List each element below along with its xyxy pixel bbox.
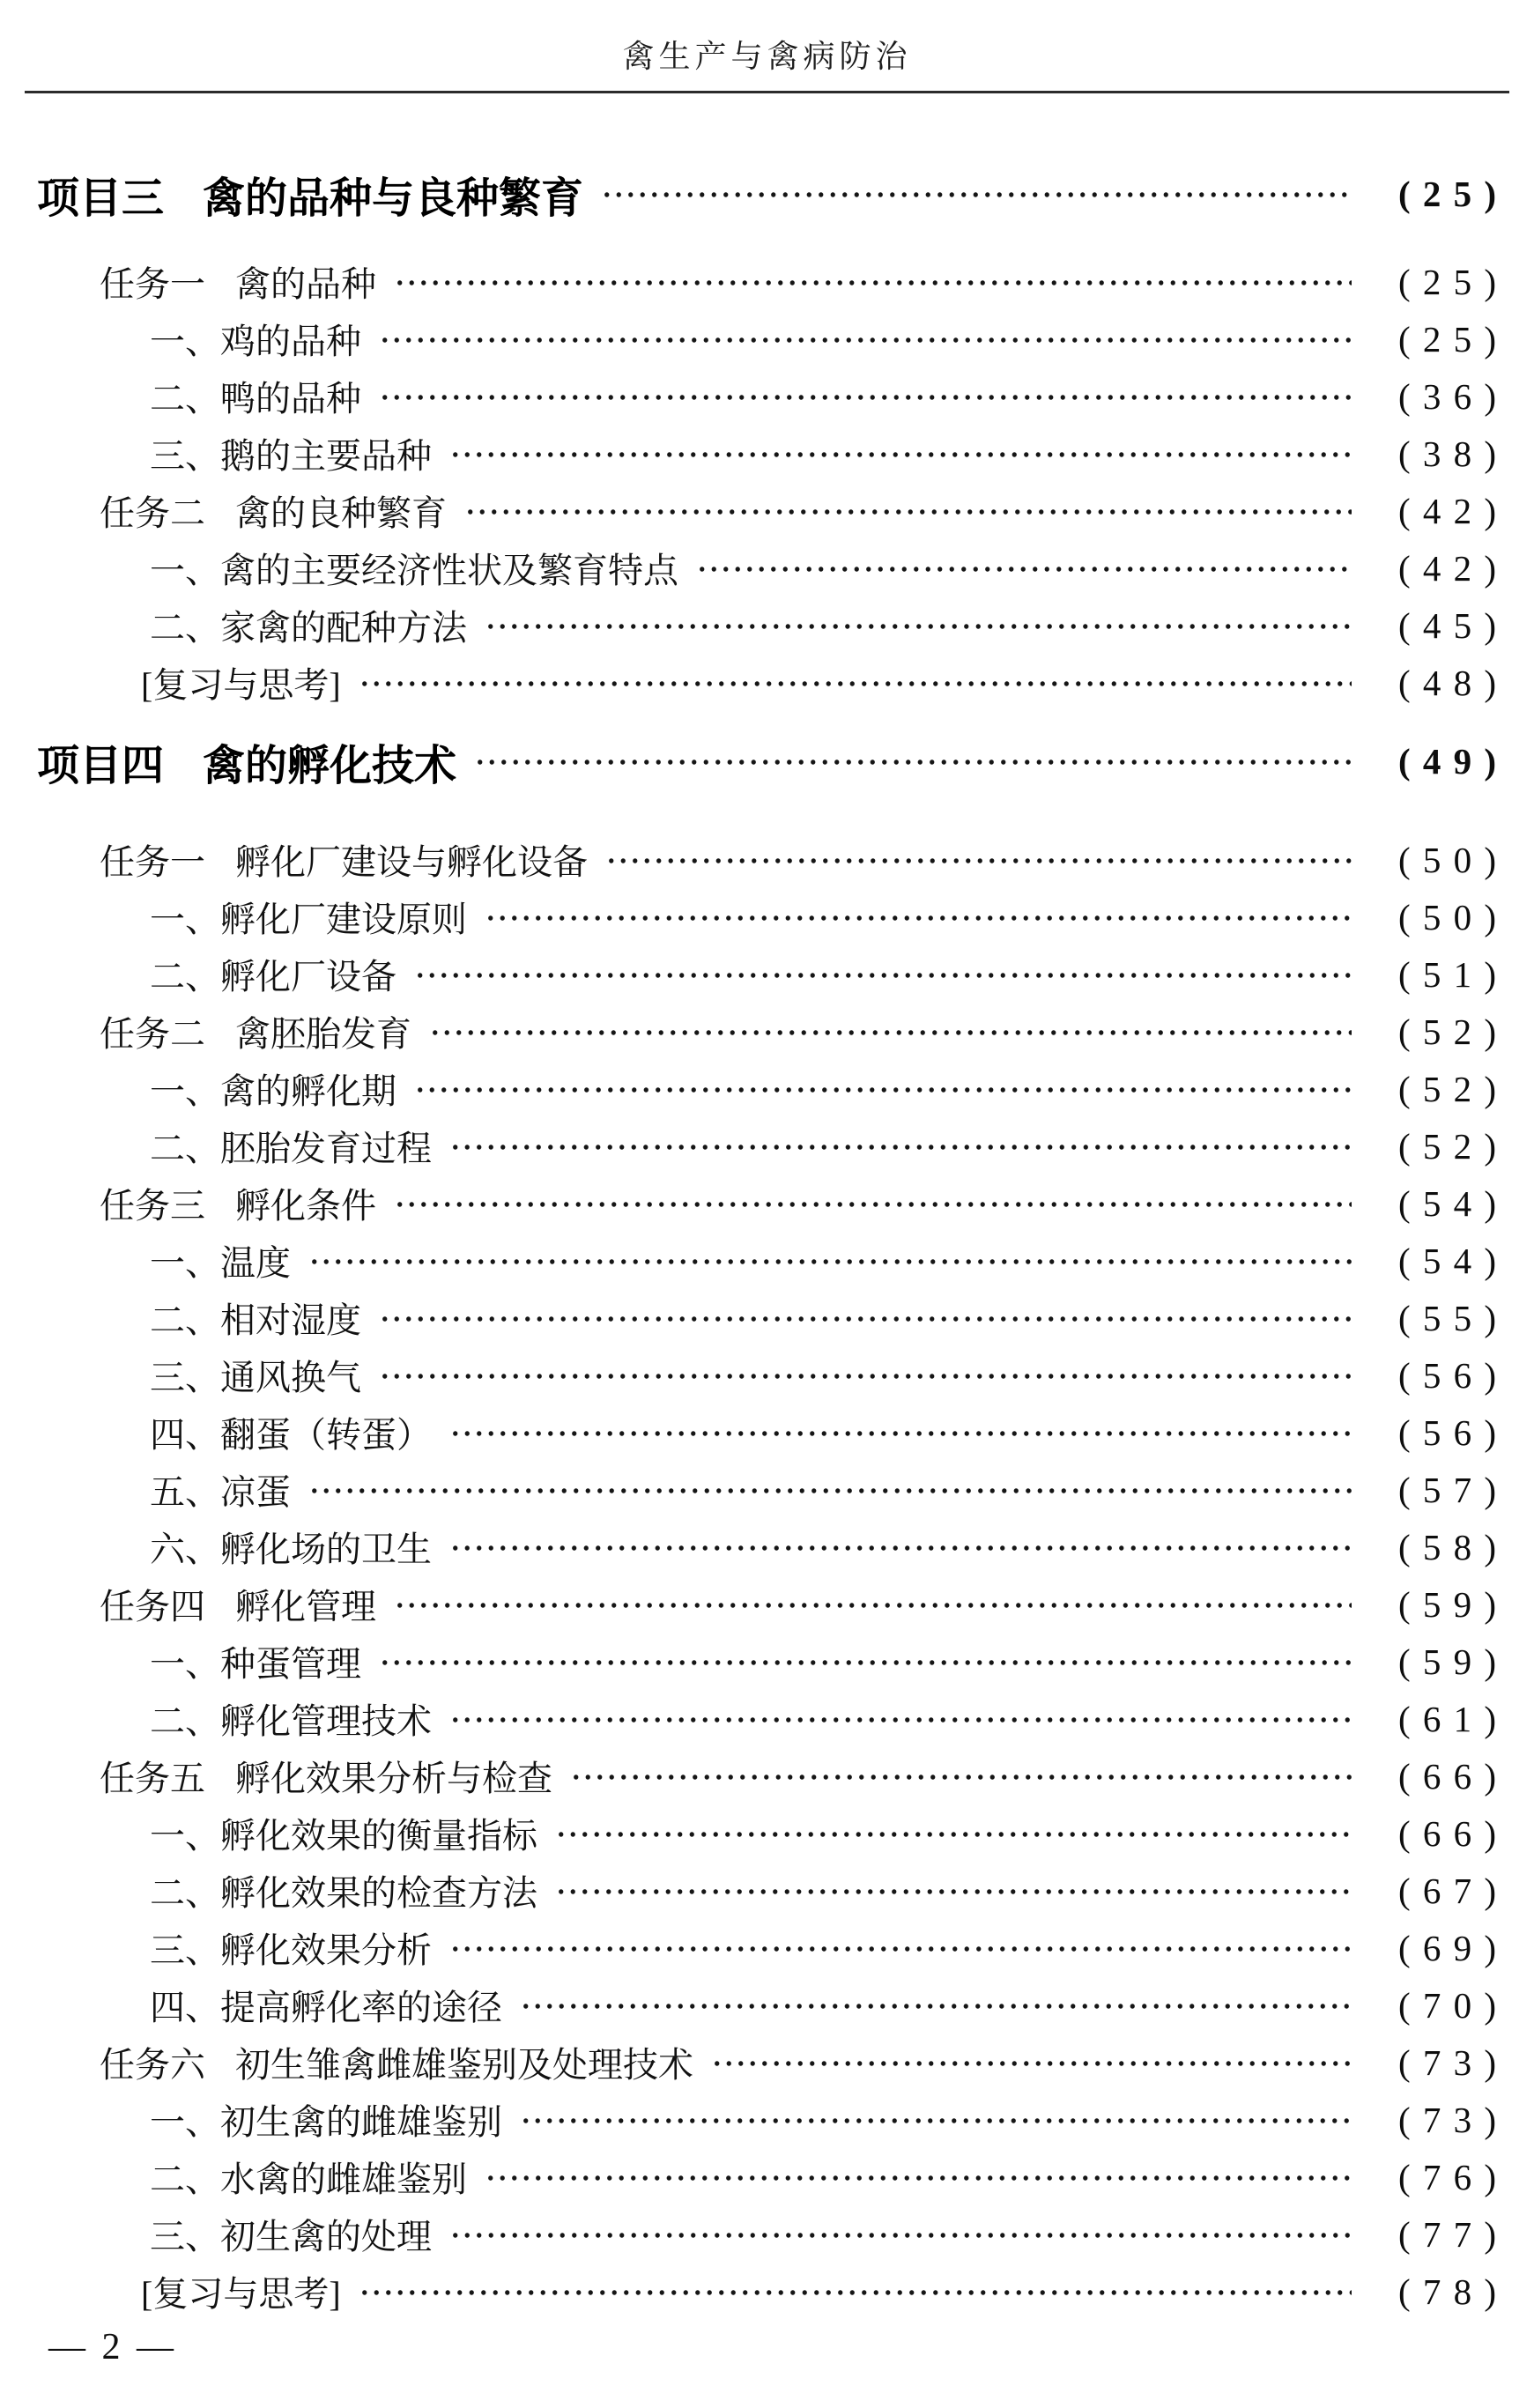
- toc-entry-title: 二、相对湿度: [150, 1300, 361, 1340]
- toc-page-number: ( 7 3 ): [1397, 2099, 1498, 2140]
- toc-entry-number: 任务二: [100, 1014, 205, 1054]
- toc-entry-title: 一、禽的孵化期: [150, 1071, 396, 1111]
- dot-leader: [392, 1174, 1352, 1232]
- toc-entry-task: [37, 253, 1498, 310]
- toc-entry-title: 六、孵化场的卫生: [150, 1530, 432, 1569]
- toc-entry-sub: [37, 1060, 1498, 1117]
- dot-leader: [483, 596, 1352, 654]
- toc-entry-title: 一、禽的主要经济性状及繁育特点: [150, 551, 678, 590]
- toc-entry-title: 一、初生禽的雌雄鉴别: [150, 2102, 502, 2142]
- toc-entry-title: 一、孵化厂建设原则: [150, 900, 467, 939]
- dot-leader: [553, 1804, 1352, 1862]
- toc-entry-title: 二、孵化管理技术: [150, 1701, 432, 1741]
- dot-leader: [357, 654, 1352, 711]
- dot-leader: [483, 888, 1352, 945]
- toc-entry-title: 四、翻蛋（转蛋）: [150, 1415, 432, 1455]
- toc-page-number: ( 7 6 ): [1397, 2156, 1498, 2197]
- dot-leader: [694, 539, 1352, 596]
- toc-page-number: ( 7 0 ): [1397, 1984, 1498, 2026]
- toc-entry-sub: [37, 1804, 1498, 1862]
- toc-entry-task: [37, 1003, 1498, 1060]
- toc-page-number: ( 7 8 ): [1397, 2271, 1498, 2312]
- dot-leader: [307, 1461, 1352, 1518]
- toc-entry-task: [37, 2034, 1498, 2091]
- toc-entry-number: 任务三: [100, 1186, 205, 1226]
- toc-entry-title: 三、鹅的主要品种: [150, 436, 432, 476]
- toc-entry-title: 五、凉蛋: [150, 1472, 291, 1512]
- toc-entry-title: 一、孵化效果的衡量指标: [150, 1816, 537, 1856]
- toc-entry-title: 二、孵化厂设备: [150, 957, 396, 997]
- toc-entry-sub: [37, 1289, 1498, 1346]
- toc-entry-title: 二、家禽的配种方法: [150, 608, 467, 648]
- dot-leader: [568, 1747, 1352, 1804]
- folio-page-number: — 2 —: [48, 2327, 177, 2367]
- toc-entry-title: 禽的品种: [235, 264, 376, 304]
- toc-entry-title: 二、水禽的雌雄鉴别: [150, 2160, 467, 2199]
- toc-entry-bracket: [37, 2263, 1498, 2320]
- toc-entry-task: [37, 1575, 1498, 1633]
- dot-leader: [553, 1862, 1352, 1919]
- toc-page-number: ( 5 7 ): [1397, 1469, 1498, 1510]
- toc-entry-sub: [37, 1976, 1498, 2034]
- toc-section-heading: [37, 729, 1498, 794]
- toc-page-number: ( 2 5 ): [1397, 174, 1498, 214]
- toc-entry-task: [37, 1747, 1498, 1804]
- dot-leader: [518, 1976, 1352, 2034]
- toc-page-number: ( 7 3 ): [1397, 2041, 1498, 2083]
- dot-leader: [483, 2148, 1352, 2205]
- toc-page-number: ( 4 9 ): [1397, 741, 1498, 782]
- toc-entry-sub: [37, 1919, 1498, 1976]
- toc-entry-sub: [37, 2091, 1498, 2148]
- dot-leader: [377, 310, 1352, 367]
- toc-page-number: ( 6 6 ): [1397, 1755, 1498, 1797]
- toc-entry-sub: [37, 1117, 1498, 1174]
- toc-entry-sub: [37, 1346, 1498, 1404]
- toc-page-number: ( 5 2 ): [1397, 1068, 1498, 1109]
- toc-entry-sub: [37, 596, 1498, 654]
- toc-entry-sub: [37, 888, 1498, 945]
- toc-page-number: ( 6 1 ): [1397, 1698, 1498, 1739]
- dot-leader: [448, 1117, 1352, 1174]
- dot-leader: [377, 1633, 1352, 1690]
- dot-leader: [392, 253, 1352, 310]
- toc-entry-sub: [37, 1232, 1498, 1289]
- toc-entry-number: 任务一: [100, 264, 205, 304]
- dot-leader: [448, 425, 1352, 482]
- dot-leader: [448, 1518, 1352, 1575]
- toc-page-number: ( 5 4 ): [1397, 1182, 1498, 1224]
- toc-entry-sub: [37, 1862, 1498, 1919]
- dot-leader: [472, 729, 1352, 794]
- toc-page-number: ( 5 6 ): [1397, 1354, 1498, 1396]
- toc-page-number: ( 5 5 ): [1397, 1297, 1498, 1338]
- toc-page-number: ( 2 5 ): [1397, 318, 1498, 359]
- dot-leader: [604, 831, 1352, 888]
- toc-entry-sub: [37, 539, 1498, 596]
- dot-leader: [392, 1575, 1352, 1633]
- toc-page-number: ( 6 7 ): [1397, 1870, 1498, 1911]
- toc-entry-title: 二、鸭的品种: [150, 379, 361, 419]
- toc-page-number: ( 6 6 ): [1397, 1812, 1498, 1854]
- toc-entry-title: 禽的孵化技术: [203, 742, 457, 789]
- dot-leader: [377, 367, 1352, 425]
- toc-entry-sub: [37, 367, 1498, 425]
- toc-entry-bracket: [37, 654, 1498, 711]
- toc-page-number: ( 7 7 ): [1397, 2213, 1498, 2255]
- toc-entry-sub: [37, 1690, 1498, 1747]
- toc-entry-task: [37, 482, 1498, 539]
- toc-page-number: ( 3 8 ): [1397, 433, 1498, 474]
- toc-page-number: ( 5 9 ): [1397, 1583, 1498, 1625]
- toc-entry-sub: [37, 1461, 1498, 1518]
- toc-page-number: ( 5 8 ): [1397, 1526, 1498, 1567]
- dot-leader: [448, 1919, 1352, 1976]
- toc-entry-sub: [37, 310, 1498, 367]
- toc-entry-task: [37, 1174, 1498, 1232]
- toc-entry-title: 四、提高孵化率的途径: [150, 1988, 502, 2027]
- toc-entry-sub: [37, 945, 1498, 1003]
- toc-entry-sub: [37, 1404, 1498, 1461]
- toc-page-number: ( 4 8 ): [1397, 662, 1498, 703]
- toc-entry-title: 二、孵化效果的检查方法: [150, 1873, 537, 1913]
- toc-page-number: ( 5 9 ): [1397, 1641, 1498, 1682]
- toc-entry-sub: [37, 2205, 1498, 2263]
- toc-entry-sub: [37, 2148, 1498, 2205]
- toc-entry-title: 一、鸡的品种: [150, 322, 361, 361]
- toc-page-number: ( 5 2 ): [1397, 1011, 1498, 1052]
- toc-entry-title: 一、温度: [150, 1243, 291, 1283]
- dot-leader: [377, 1346, 1352, 1404]
- toc-page-number: ( 3 6 ): [1397, 375, 1498, 417]
- toc: [37, 93, 1498, 2320]
- toc-page-number: ( 5 1 ): [1397, 953, 1498, 995]
- toc-entry-number: 项目三: [37, 174, 165, 222]
- toc-section-heading: [37, 161, 1498, 226]
- dot-leader: [463, 482, 1352, 539]
- toc-page-number: ( 5 4 ): [1397, 1240, 1498, 1281]
- toc-page-number: ( 2 5 ): [1397, 261, 1498, 302]
- toc-page-number: ( 5 6 ): [1397, 1411, 1498, 1453]
- toc-entry-sub: [37, 1518, 1498, 1575]
- toc-page-number: ( 6 9 ): [1397, 1927, 1498, 1968]
- dot-leader: [448, 2205, 1352, 2263]
- dot-leader: [709, 2034, 1352, 2091]
- toc-page-number: ( 4 2 ): [1397, 490, 1498, 531]
- toc-entry-title: 孵化条件: [235, 1186, 376, 1226]
- toc-entry-number: 任务二: [100, 493, 205, 533]
- toc-page-number: ( 5 0 ): [1397, 896, 1498, 937]
- toc-entry-title: 禽胚胎发育: [235, 1014, 411, 1054]
- toc-entry-number: 任务六: [100, 2045, 205, 2085]
- toc-section: [37, 729, 1498, 2320]
- dot-leader: [412, 945, 1352, 1003]
- toc-entry-title: 三、孵化效果分析: [150, 1930, 432, 1970]
- toc-entry-task: [37, 831, 1498, 888]
- dot-leader: [427, 1003, 1352, 1060]
- toc-entry-title: 三、初生禽的处理: [150, 2217, 432, 2256]
- toc-entry-title: 三、通风换气: [150, 1358, 361, 1397]
- toc-section: [37, 161, 1498, 711]
- toc-page-number: ( 5 2 ): [1397, 1125, 1498, 1167]
- dot-leader: [599, 161, 1352, 226]
- toc-entry-title: 禽的品种与良种繁育: [203, 174, 584, 222]
- toc-entry-sub: [37, 1633, 1498, 1690]
- dot-leader: [448, 1690, 1352, 1747]
- toc-page-number: ( 4 5 ): [1397, 604, 1498, 646]
- toc-entry-title: 一、种蛋管理: [150, 1644, 361, 1684]
- toc-entry-title: 孵化效果分析与检查: [235, 1759, 552, 1798]
- dot-leader: [377, 1289, 1352, 1346]
- toc-entry-title: 孵化管理: [235, 1587, 376, 1626]
- running-head-book-title: 禽生产与禽病防治: [622, 39, 912, 74]
- toc-entry-title: [复习与思考]: [141, 665, 341, 705]
- toc-entry-number: 任务四: [100, 1587, 205, 1626]
- dot-leader: [412, 1060, 1352, 1117]
- toc-entry-title: [复习与思考]: [141, 2274, 341, 2314]
- toc-entry-number: 任务一: [100, 842, 205, 882]
- toc-page-number: ( 5 0 ): [1397, 839, 1498, 880]
- toc-entry-sub: [37, 425, 1498, 482]
- dot-leader: [357, 2263, 1352, 2320]
- toc-entry-title: 孵化厂建设与孵化设备: [235, 842, 588, 882]
- toc-entry-number: 任务五: [100, 1759, 205, 1798]
- toc-page-number: ( 4 2 ): [1397, 547, 1498, 589]
- toc-entry-title: 禽的良种繁育: [235, 493, 447, 533]
- dot-leader: [307, 1232, 1352, 1289]
- toc-entry-title: 二、胚胎发育过程: [150, 1129, 432, 1168]
- dot-leader: [518, 2091, 1352, 2148]
- toc-entry-number: 项目四: [37, 742, 165, 789]
- dot-leader: [448, 1404, 1352, 1461]
- toc-entry-title: 初生雏禽雌雄鉴别及处理技术: [235, 2045, 693, 2085]
